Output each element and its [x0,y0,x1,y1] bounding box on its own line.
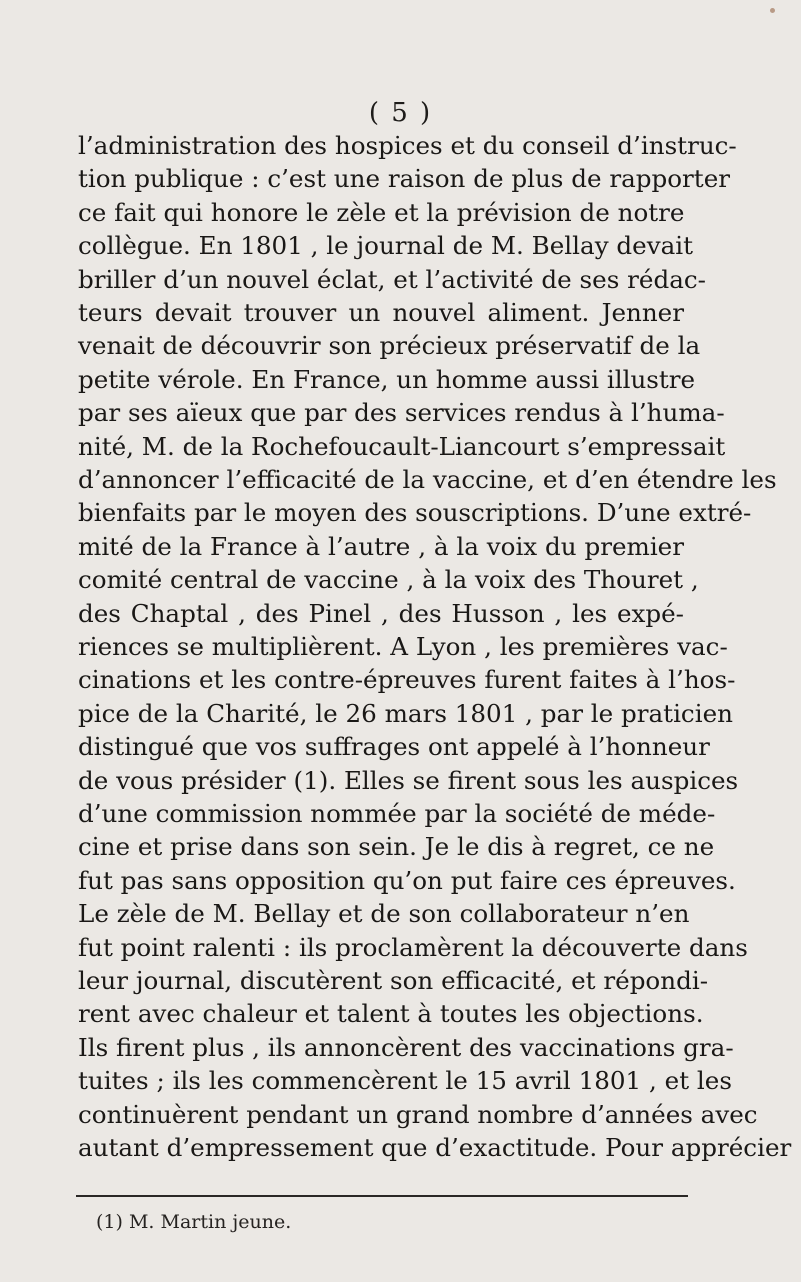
page-number: ( 5 ) [368,98,433,128]
text-line: collègue. En 1801 , le journal de M. Bellay devait [78,231,694,261]
text-line: continuèrent pendant un grand nombre d’années avec [78,1099,758,1129]
text-line: ce fait qui honore le zèle et la prévision de notre [78,197,685,227]
ink-spot [770,8,775,13]
text-line: l’administration des hospices et du conseil d’instruc- [78,131,737,160]
text-line: cine et prise dans son sein. Je le dis à regret, ce ne [78,832,715,862]
text-line: fut pas sans opposition qu’on put faire ces épreuves. [78,865,736,895]
text-line: cinations et les contre-épreuves furent faites à l’hos- [78,665,736,695]
text-line: des Chaptal , des Pinel , des Husson , les expé- [78,598,684,628]
footnote-rule [76,1195,688,1197]
text-line: Le zèle de M. Bellay et de son collaborateur n’en [78,899,690,929]
text-line: venait de découvrir son précieux préservatif de la [78,331,701,361]
text-line: mité de la France à l’autre , à la voix du premier [78,531,684,561]
text-line: Ils firent plus , ils annoncèrent des vaccinations gra- [78,1032,734,1062]
text-line: riences se multiplièrent. A Lyon , les premières vac- [78,632,728,661]
text-line: tuites ; ils les commencèrent le 15 avril 1801 , et les [78,1066,732,1096]
text-line: distingué que vos suffrages ont appelé à l’honneur [78,732,710,762]
text-line: comité central de vaccine , à la voix des Thouret , [78,565,699,595]
text-line: par ses aïeux que par des services rendus à l’huma- [78,398,725,428]
text-line: de vous présider (1). Elles se firent sous les auspices [78,765,739,795]
text-line: petite vérole. En France, un homme aussi illustre [78,364,696,394]
text-line: autant d’empressement que d’exactitude. Pour apprécier [78,1133,792,1162]
text-line: d’une commission nommée par la société de méde- [78,799,716,828]
footnote: (1) M. Martin jeune. [96,1211,292,1233]
text-line: teurs devait trouver un nouvel aliment. Jenner [78,298,684,327]
text-line: tion publique : c’est une raison de plus de rapporter [78,164,730,194]
text-line: fut point ralenti : ils proclamèrent la découverte dans [78,932,748,962]
text-line: briller d’un nouvel éclat, et l’activité de ses rédac- [78,264,706,294]
text-line: bienfaits par le moyen des souscriptions. D’une extré- [78,498,752,528]
text-line: d’annoncer l’efficacité de la vaccine, et d’en étendre les [78,465,777,494]
text-line: rent avec chaleur et talent à toutes les objections. [78,999,704,1029]
text-line: pice de la Charité, le 26 mars 1801 , par le praticien [78,698,733,728]
text-line: nité, M. de la Rochefoucault-Liancourt s’empressait [78,431,726,461]
text-line: leur journal, discutèrent son efficacité, et répondi- [78,966,708,995]
